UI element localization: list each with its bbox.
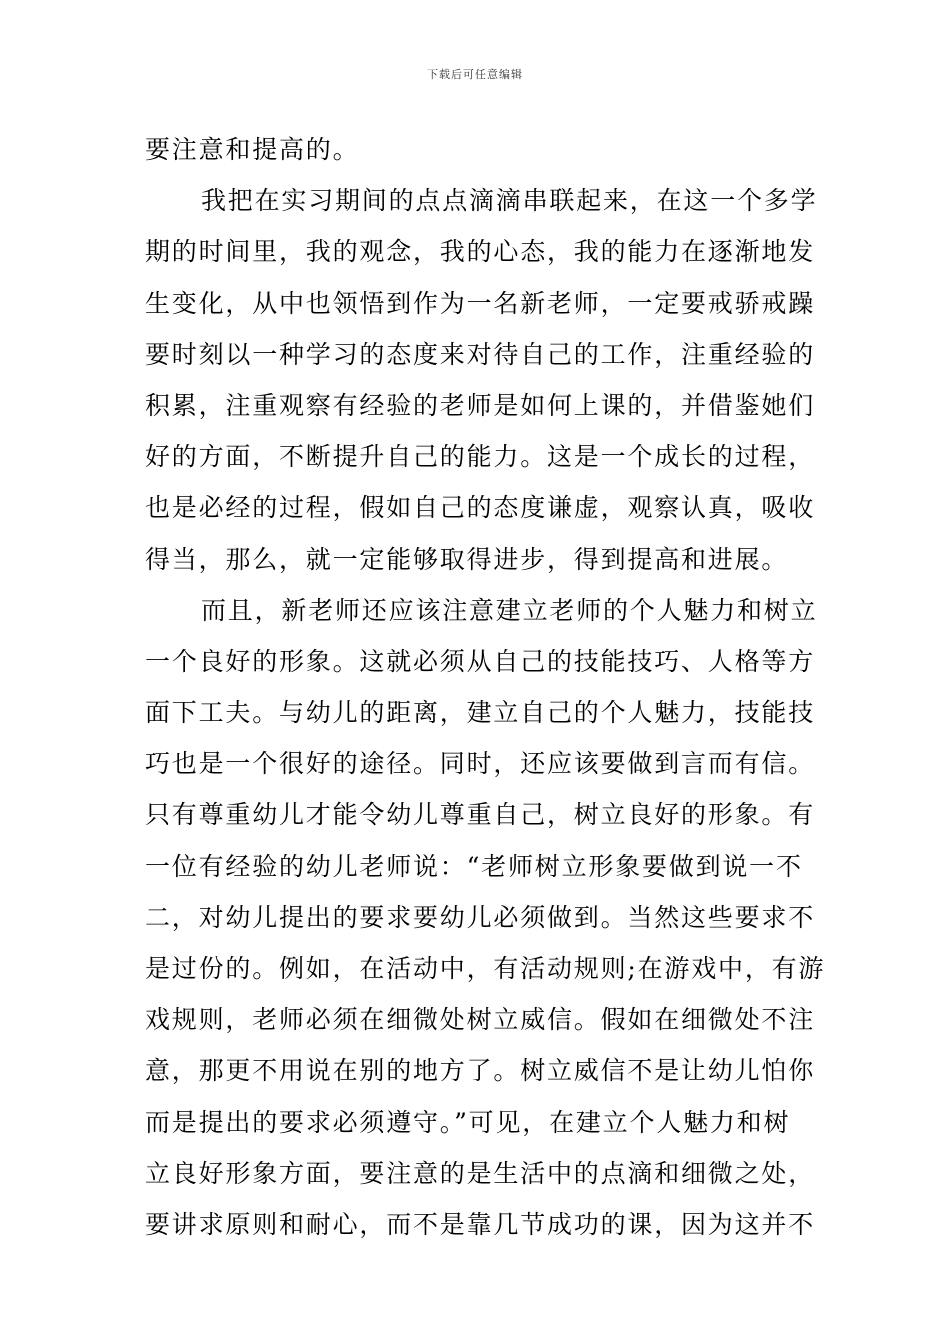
text-line: 而是提出的要求必须遵守。”可见，在建立个人魅力和树 xyxy=(145,1107,791,1137)
document-body xyxy=(145,124,826,1250)
text-line: 是过份的。例如，在活动中，有活动规则;在游戏中，有游 xyxy=(145,954,826,983)
text-line: 意，那更不用说在别的地方了。树立威信不是让幼儿怕你 xyxy=(145,1056,816,1086)
text-line: 要讲求原则和耐心，而不是靠几节成功的课，因为这并不 xyxy=(145,1209,816,1239)
text-line: 一个良好的形象。这就必须从自己的技能技巧、人格等方 xyxy=(145,646,816,676)
paragraph-start-line: 我把在实习期间的点点滴滴串联起来，在这一个多学 xyxy=(201,186,818,216)
paragraph-start-line: 而且，新老师还应该注意建立老师的个人魅力和树立 xyxy=(201,595,818,625)
text-line: 积累，注重观察有经验的老师是如何上课的，并借鉴她们 xyxy=(145,390,816,420)
text-line: 二，对幼儿提出的要求要幼儿必须做到。当然这些要求不 xyxy=(145,902,816,932)
text-line: 面下工夫。与幼儿的距离，建立自己的个人魅力，技能技 xyxy=(145,698,816,728)
text-line: 得当，那么，就一定能够取得进步，得到提高和进展。 xyxy=(145,544,789,574)
text-line: 一位有经验的幼儿老师说：“老师树立形象要做到说一不 xyxy=(145,851,803,881)
text-line: 生变化，从中也领悟到作为一名新老师，一定要戒骄戒躁 xyxy=(145,288,816,318)
text-line: 也是必经的过程，假如自己的态度谦虚，观察认真，吸收 xyxy=(145,493,816,523)
text-line: 只有尊重幼儿才能令幼儿尊重自己，树立良好的形象。有 xyxy=(145,800,816,830)
text-line: 要注意和提高的。 xyxy=(145,135,360,164)
text-line: 要时刻以一种学习的态度来对待自己的工作，注重经验的 xyxy=(145,339,816,369)
page-header: 下载后可任意编辑 xyxy=(427,68,523,81)
text-line: 好的方面，不断提升自己的能力。这是一个成长的过程， xyxy=(145,442,816,472)
text-line: 巧也是一个很好的途径。同时，还应该要做到言而有信。 xyxy=(145,749,816,779)
text-line: 立良好形象方面，要注意的是生活中的点滴和细微之处， xyxy=(145,1158,816,1188)
text-line: 期的时间里，我的观念，我的心态，我的能力在逐渐地发 xyxy=(145,237,816,267)
text-line: 戏规则，老师必须在细微处树立威信。假如在细微处不注 xyxy=(145,1005,816,1035)
